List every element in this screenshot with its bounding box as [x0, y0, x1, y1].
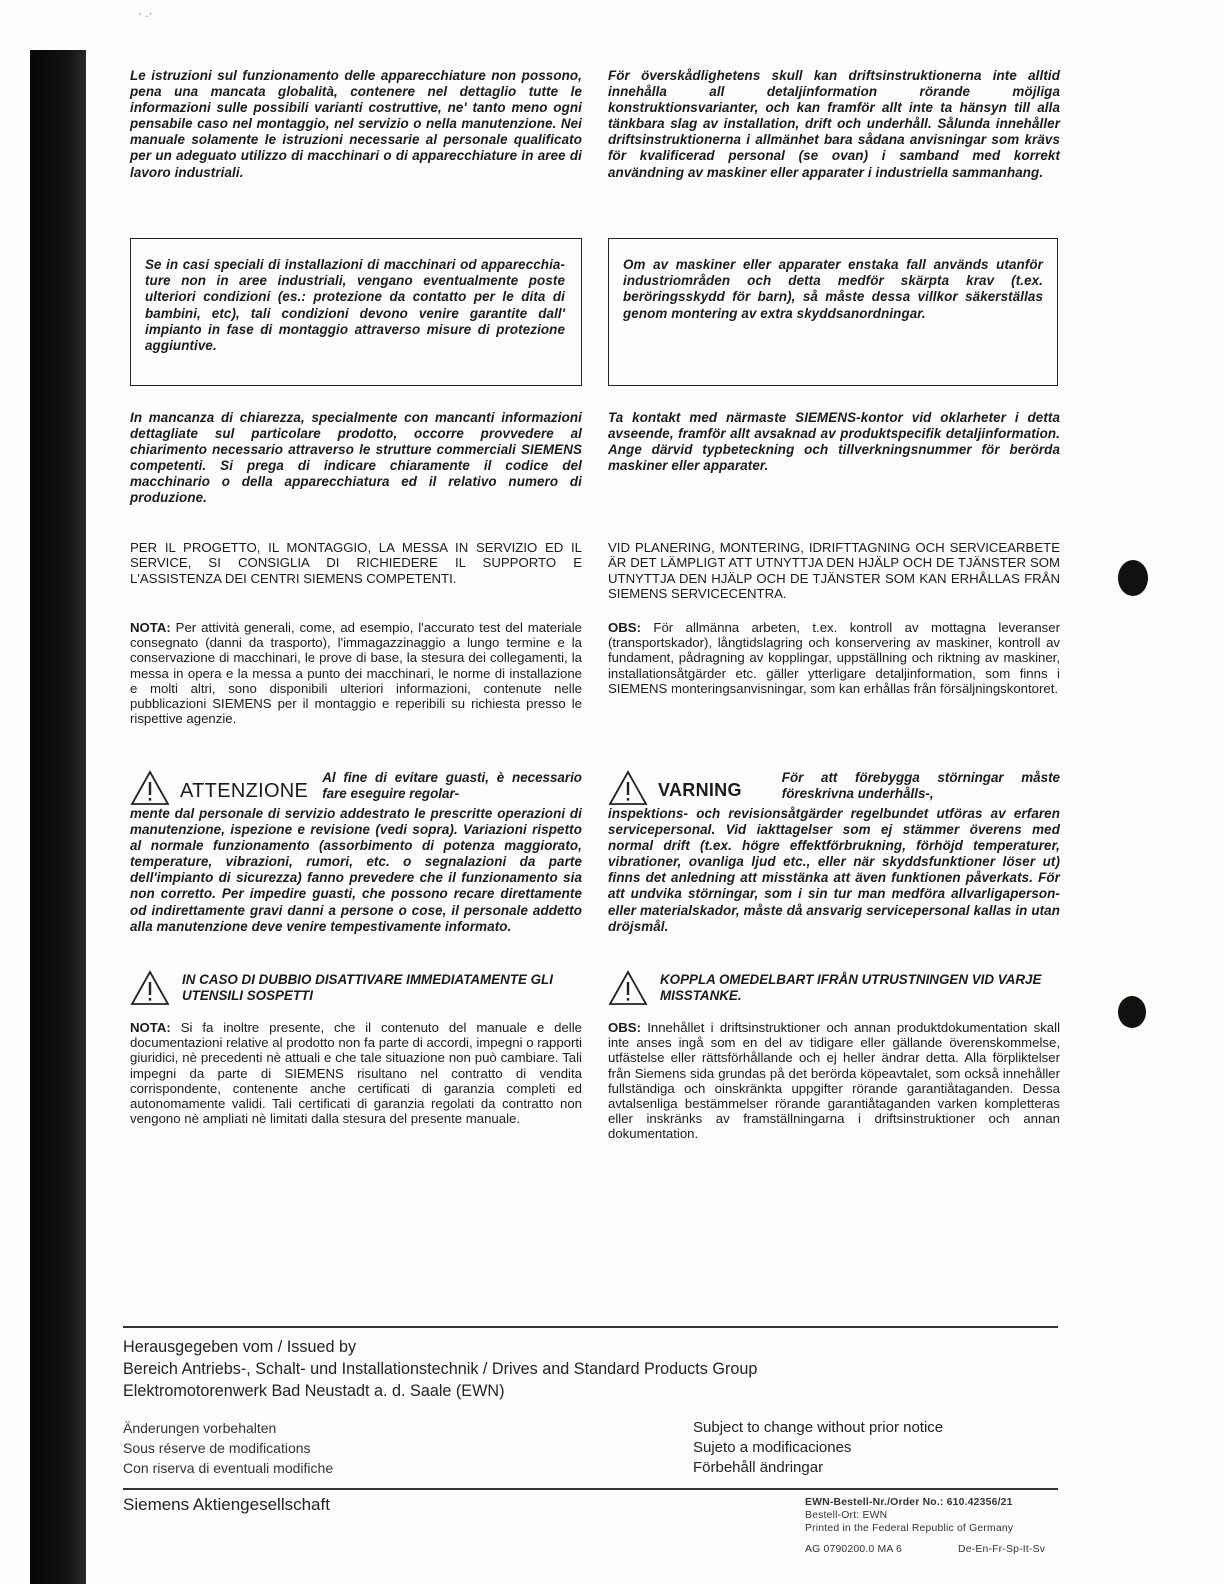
sv-intro-text: För överskådlighetens skull kan driftsinstruktionerna inte alltid innehålla all detaljinformation rörande möjliga konstruktionsvarianter, och kan framför allt inte ta hänsyn till alla tänkbara slag av installation, drift och underhåll. Sålunda innehåller driftsinstruktionerna i allmänhet bara sådana anvisningar som krävs för kvalificerad personal (se ovan) i samband med korrekt användning av maskiner eller apparater i industriella sammanhang. — [608, 68, 1060, 180]
top-mark: · .· — [138, 6, 153, 20]
changes-right — [693, 1418, 943, 1478]
change-notice-es: Sujeto a modificaciones — [693, 1439, 852, 1456]
sv-clarity-text: Ta kontakt med närmaste SIEMENS-kontor vid oklarheter i detta avseende, framför allt avsaknad av produktspecifik detaljinformation. Ange därvid typbeteckning och tillverkningsnummer för berörda maskiner eller apparater. — [608, 410, 1060, 474]
printed-in: Printed in the Federal Republic of Germany — [805, 1523, 1014, 1534]
warning-triangle-icon — [130, 770, 170, 806]
footer-rule-top — [123, 1326, 1058, 1328]
sv-service — [608, 540, 1060, 602]
company-name: Siemens Aktiengesellschaft — [123, 1495, 330, 1514]
sv-intro — [608, 68, 1060, 181]
sv-obs-2-label: OBS: — [608, 1020, 641, 1035]
changes-left — [123, 1418, 333, 1478]
change-notice-fr: Sous réserve de modifications — [123, 1440, 311, 1456]
it-nota-1-text: Per attività generali, come, ad esempio, l'accurato test del materiale consegnato (danni da trasporto), l'immagazzinaggio a lungo termine e la conservazione di macchinari, le prove di base, la stesura dei collegamenti, la messa in opera e la messa a punto dei macchinari, le norme di installazione e molti altri, sono disponibili ulteriori informazioni, contenute nelle pubblicazioni SIEMENS per il montaggio e reperibili su richiesta presso le rispettive agenzie. — [130, 620, 583, 727]
it-warning-body: mente dal personale di servizio addestrato le prescritte operazioni di manutenzione, ispezione e revisione (vedi sopra). Variazioni rispetto al normale funzionamento (assorbimento di potenza maggiorato, temperature, vibrazioni, rumori, etc. o segnalazioni da parte dell'impianto di sicurezza) fanno prevedere che il funzionamento sia non corretto. Per impedire guasti, che possono recare direttamente od indirettamente gravi danni a persone o cose, il personale addetto alla manutenzione deve venire tempestivamente informato. — [130, 806, 582, 934]
warning-triangle-icon — [608, 770, 648, 806]
sv-obs-1-label: OBS: — [608, 620, 641, 635]
sv-obs-1-text: För allmänna arbeten, t.ex. kontroll av mottagna leveranser (transportskador), långtidslagring och konservering av maskiner, kontroll av fundament, pådragning av kopplingar, uppställning och riktning av maskiner, installationsåtgärder etc. gäller ytterligare detaljinformation, som finns i SIEMENS monteringsanvisningar, som kan erhållas från försäljningskontoret. — [608, 620, 1060, 696]
it-nota-2 — [130, 1020, 582, 1126]
change-notice-de: Änderungen vorbehalten — [123, 1420, 277, 1436]
binding-strip — [30, 50, 86, 1584]
it-intro-text: Le istruzioni sul funzionamento delle apparecchiature non possono, pena una mancata globalità, contenere nel dettaglio tutte le informazioni sulle possibili varianti costruttive, ne' tanto meno ogni pensabile caso nel montaggio, nel servizio o nella manutenzione. Nei manuale solamente le istruzioni necessarie al personale qualificato per un adeguato utilizzo di macchinari o di apparecchiature in aree di lavoro industriali. — [130, 68, 582, 180]
sv-notice-box — [608, 238, 1058, 386]
sv-obs-2-text: Innehållet i driftsinstruktioner och annan produktdokumentation skall inte anses ingå som en del av tidigare eller gällande överenskommelse, utfästelse eller rättsförhållande och ej heller ändrar detta. Alla förpliktelser från Siemens sida grundas på det berörda köpeavtalet, som också innehåller fullständiga och oinskränkta uppgifter rörande garantiåtaganden. Dessa avtalsenliga bestämmelser rörande garantiåtaganden varken kompletteras eller inskränks av framställningarna i driftsinstruktioner och annan dokumentation. — [608, 1020, 1060, 1142]
issued-by: Herausgegeben vom / Issued by — [123, 1338, 357, 1356]
it-nota-1 — [130, 620, 582, 726]
it-warning-lead: Al fine di evitare guasti, è necessario fare eseguire regolar- — [322, 770, 582, 801]
it-clarity — [130, 410, 582, 507]
sv-box-text: Om av maskiner eller apparater enstaka fall används utanför industriområden och detta medför skärpta krav (t.ex. beröringsskydd för barn), så måste dessa villkor säkerställas genom montering av extra skyddsanordningar. — [623, 257, 1043, 321]
sv-warning-title: VARNING — [658, 780, 742, 800]
order-place: Bestell-Ort: EWN — [805, 1510, 888, 1521]
sv-obs-2 — [608, 1020, 1060, 1142]
sv-warning — [608, 770, 1060, 935]
punch-hole-bottom — [1118, 996, 1146, 1028]
it-service-text: PER IL PROGETTO, IL MONTAGGIO, LA MESSA IN SERVIZIO ED IL SERVICE, SI CONSIGLIA DI RICHIEDERE IL SUPPORTO E L'ASSISTENZA DEI CENTRI SIEMENS COMPETENTI. — [130, 540, 582, 586]
it-warning-title: ATTENZIONE — [180, 780, 309, 802]
sv-clarity — [608, 410, 1060, 474]
it-nota-1-label: NOTA: — [130, 620, 171, 635]
it-nota-2-label: NOTA: — [130, 1020, 171, 1035]
warning-triangle-icon — [130, 970, 170, 1006]
sv-service-text: VID PLANERING, MONTERING, IDRIFTTAGNING OCH SERVICEARBETE ÄR DET LÄMPLIGT ATT UTNYTTJA DEN HJÄLP OCH DE TJÄNSTER SOM UTNYTTJA DEN HJÄLP OCH DE TJÄNSTER SOM KAN ERHÅLLAS FRÅN SIEMENS SERVICECENTRA. — [608, 540, 1060, 602]
change-notice-sv: Förbehåll ändringar — [693, 1459, 824, 1476]
footer-rule-bottom — [123, 1488, 1058, 1490]
it-intro — [130, 68, 582, 181]
it-nota-2-text: Si fa inoltre presente, che il contenuto del manuale e delle documentazioni relative al prodotto non fa parte di accordi, impegni o rapporti giuridici, nè precedenti nè attuali e che tale situazione non può cambiare. Tali impegni da parte di SIEMENS risultano nel contratto di vendita corrispondente, contenente anche certificati di garanzia completi ed autonomamente validi. Tali certificati di garanzia regolati da contratto non vengono nè ampliati nè limitati dalla stesura del presente manuale. — [130, 1020, 582, 1127]
publisher-group: Bereich Antriebs-, Schalt- und Installationstechnik / Drives and Standard Products Group — [123, 1360, 758, 1378]
sv-sub-warning-text: KOPPLA OMEDELBART IFRÅN UTRUSTNINGEN VID VARJE MISSTANKE. — [660, 972, 1042, 1003]
sv-obs-1 — [608, 620, 1060, 696]
sv-warning-lead: För att förebygga störningar måste föreskrivna underhålls-, — [781, 770, 1060, 801]
it-sub-warning-text: IN CASO DI DUBBIO DISATTIVARE IMMEDIATAMENTE GLI UTENSILI SOSPETTI — [182, 972, 553, 1003]
sv-sub-warning — [608, 970, 1060, 1006]
change-notice-en: Subject to change without prior notice — [693, 1419, 944, 1436]
it-service — [130, 540, 582, 586]
punch-hole-top — [1118, 560, 1148, 596]
it-warning — [130, 770, 582, 935]
publisher-block — [123, 1336, 757, 1402]
document-code: AG 0790200.0 MA 6 — [805, 1544, 902, 1555]
language-codes: De-En-Fr-Sp-It-Sv — [958, 1544, 1046, 1555]
change-notice-it: Con riserva di eventuali modifiche — [123, 1460, 334, 1476]
it-notice-box — [130, 238, 582, 386]
warning-triangle-icon — [608, 970, 648, 1006]
it-sub-warning — [130, 970, 582, 1006]
sv-warning-body: inspektions- och revisionsåtgärder regelbundet utföras av erfaren servicepersonal. Vid iakttagelser som ej stämmer överens med normal drift (t.ex. högre effektförbrukning, förhöjd temperaturer, vibrationer, ovanliga ljud etc., eller när skyddsfunktioner löser ut) finns det anledning att misstänka att även funktionen påverkats. För att undvika störningar, som i sin tur man medföra allvarligaperson-eller materialskador, måste då ansvarig servicepersonal kallas in utan dröjsmål. — [608, 806, 1060, 934]
order-number: EWN-Bestell-Nr./Order No.: 610.42356/21 — [805, 1497, 1013, 1508]
it-clarity-text: In mancanza di chiarezza, specialmente con mancanti informazioni dettagliate sul particolare prodotto, occorre provvedere al chiarimento necessario attraverso le strutture commerciali SIEMENS competenti. Si prega di indicare chiaramente il codice del macchinario o della apparecchiatura ed il relativo numero di produzione. — [130, 410, 582, 506]
it-box-text: Se in casi speciali di installazioni di macchinari od apparecchia-ture non in aree industriali, vengano eventualmente poste ulteriori condizioni (es.: protezione da contatto per le dita di bambini, etc), tali condizioni devono venire garantite dall' impianto in fase di montaggio attraverso misure di protezione aggiuntive. — [145, 257, 565, 354]
publisher-plant: Elektromotorenwerk Bad Neustadt a. d. Saale (EWN) — [123, 1382, 505, 1400]
